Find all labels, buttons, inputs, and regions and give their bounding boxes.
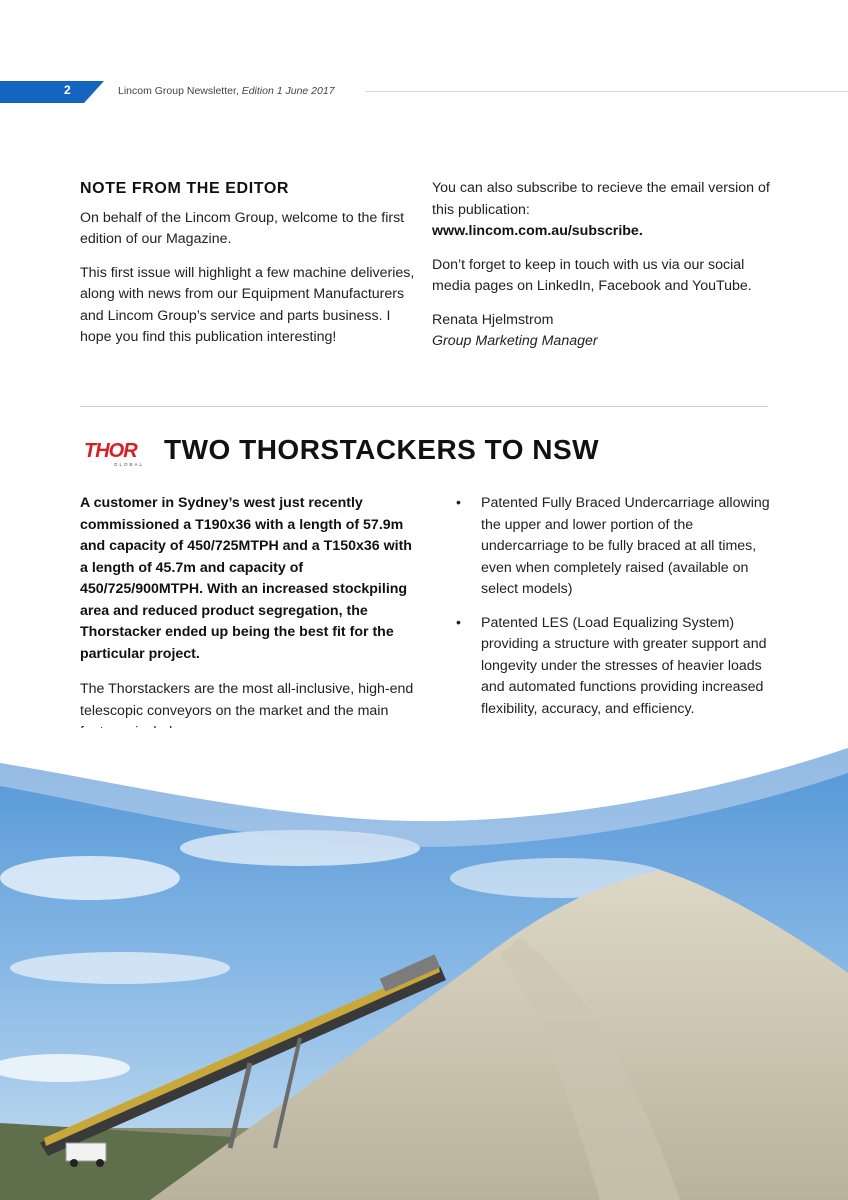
article-intro: A customer in Sydney’s west just recently commissioned a T190x36 with a length of 57.9m and capacity of 450/725MTPH and a T150x36 with a length of 45.7m and capacity of 450/725/900MTPH. With an increased stockpiling area and reduced product segregation, the Thorstacker ended up being the best fit for the particular project. — [80, 495, 412, 662]
subscribe-link[interactable]: www.lincom.com.au/subscribe. — [432, 223, 643, 239]
thor-logo-subtext: GLOBAL — [114, 462, 145, 467]
subscribe-column — [432, 178, 772, 365]
article-right-column — [456, 493, 776, 732]
article-title: TWO THORSTACKERS TO NSW — [164, 434, 600, 465]
bullet-icon: • — [456, 614, 461, 631]
publication-name: Lincom Group Newsletter, — [118, 85, 242, 97]
article-left-column — [80, 493, 420, 758]
editor-note-heading: NOTE FROM THE EDITOR — [80, 180, 290, 197]
editor-note-paragraph: This first issue will highlight a few machine deliveries, along with news from our Equipment Manufacturers and Lincom Group’s service and parts business. I hope you find this publication interesting! — [80, 264, 415, 345]
thor-logo-text: THOR — [84, 440, 137, 462]
header-rule — [366, 91, 848, 92]
bullet-icon: • — [456, 495, 461, 511]
feature-text: Patented LES (Load Equalizing System) providing a structure with greater support and longevity under the stresses of heavier loads and automated functions providing increased flexibility, accuracy, and efficiency. — [481, 614, 767, 717]
editor-note-column — [80, 178, 415, 361]
feature-list — [456, 493, 776, 720]
edition-label: Edition 1 June 2017 — [241, 85, 335, 97]
thor-global-logo — [84, 440, 152, 470]
editor-note-paragraph: On behalf of the Lincom Group, welcome to the first edition of our Magazine. — [80, 209, 405, 247]
page-header — [0, 81, 848, 103]
stockpile-photo — [0, 728, 848, 1200]
running-header — [118, 85, 335, 97]
page-number: 2 — [64, 83, 71, 97]
article-body: The Thorstackers are the most all-inclusive, high-end telescopic conveyors on the market and the main — [80, 681, 414, 719]
subscribe-text: You can also subscribe to recieve the email version of this publication: — [432, 180, 770, 218]
signature-title: Group Marketing Manager — [432, 333, 598, 349]
social-text: Don’t forget to keep in touch with us via our social media pages on LinkedIn, Facebook and YouTube. — [432, 256, 752, 294]
page-number-tab — [0, 81, 104, 103]
signature-name: Renata Hjelmstrom — [432, 311, 554, 328]
feature-item — [456, 493, 776, 601]
feature-item — [456, 613, 776, 721]
section-divider — [80, 406, 768, 407]
feature-text: Patented Fully Braced Undercarriage allowing the upper and lower portion of the undercarriage to be fully braced at all times, even when completely raised (available on select models) — [481, 495, 770, 597]
